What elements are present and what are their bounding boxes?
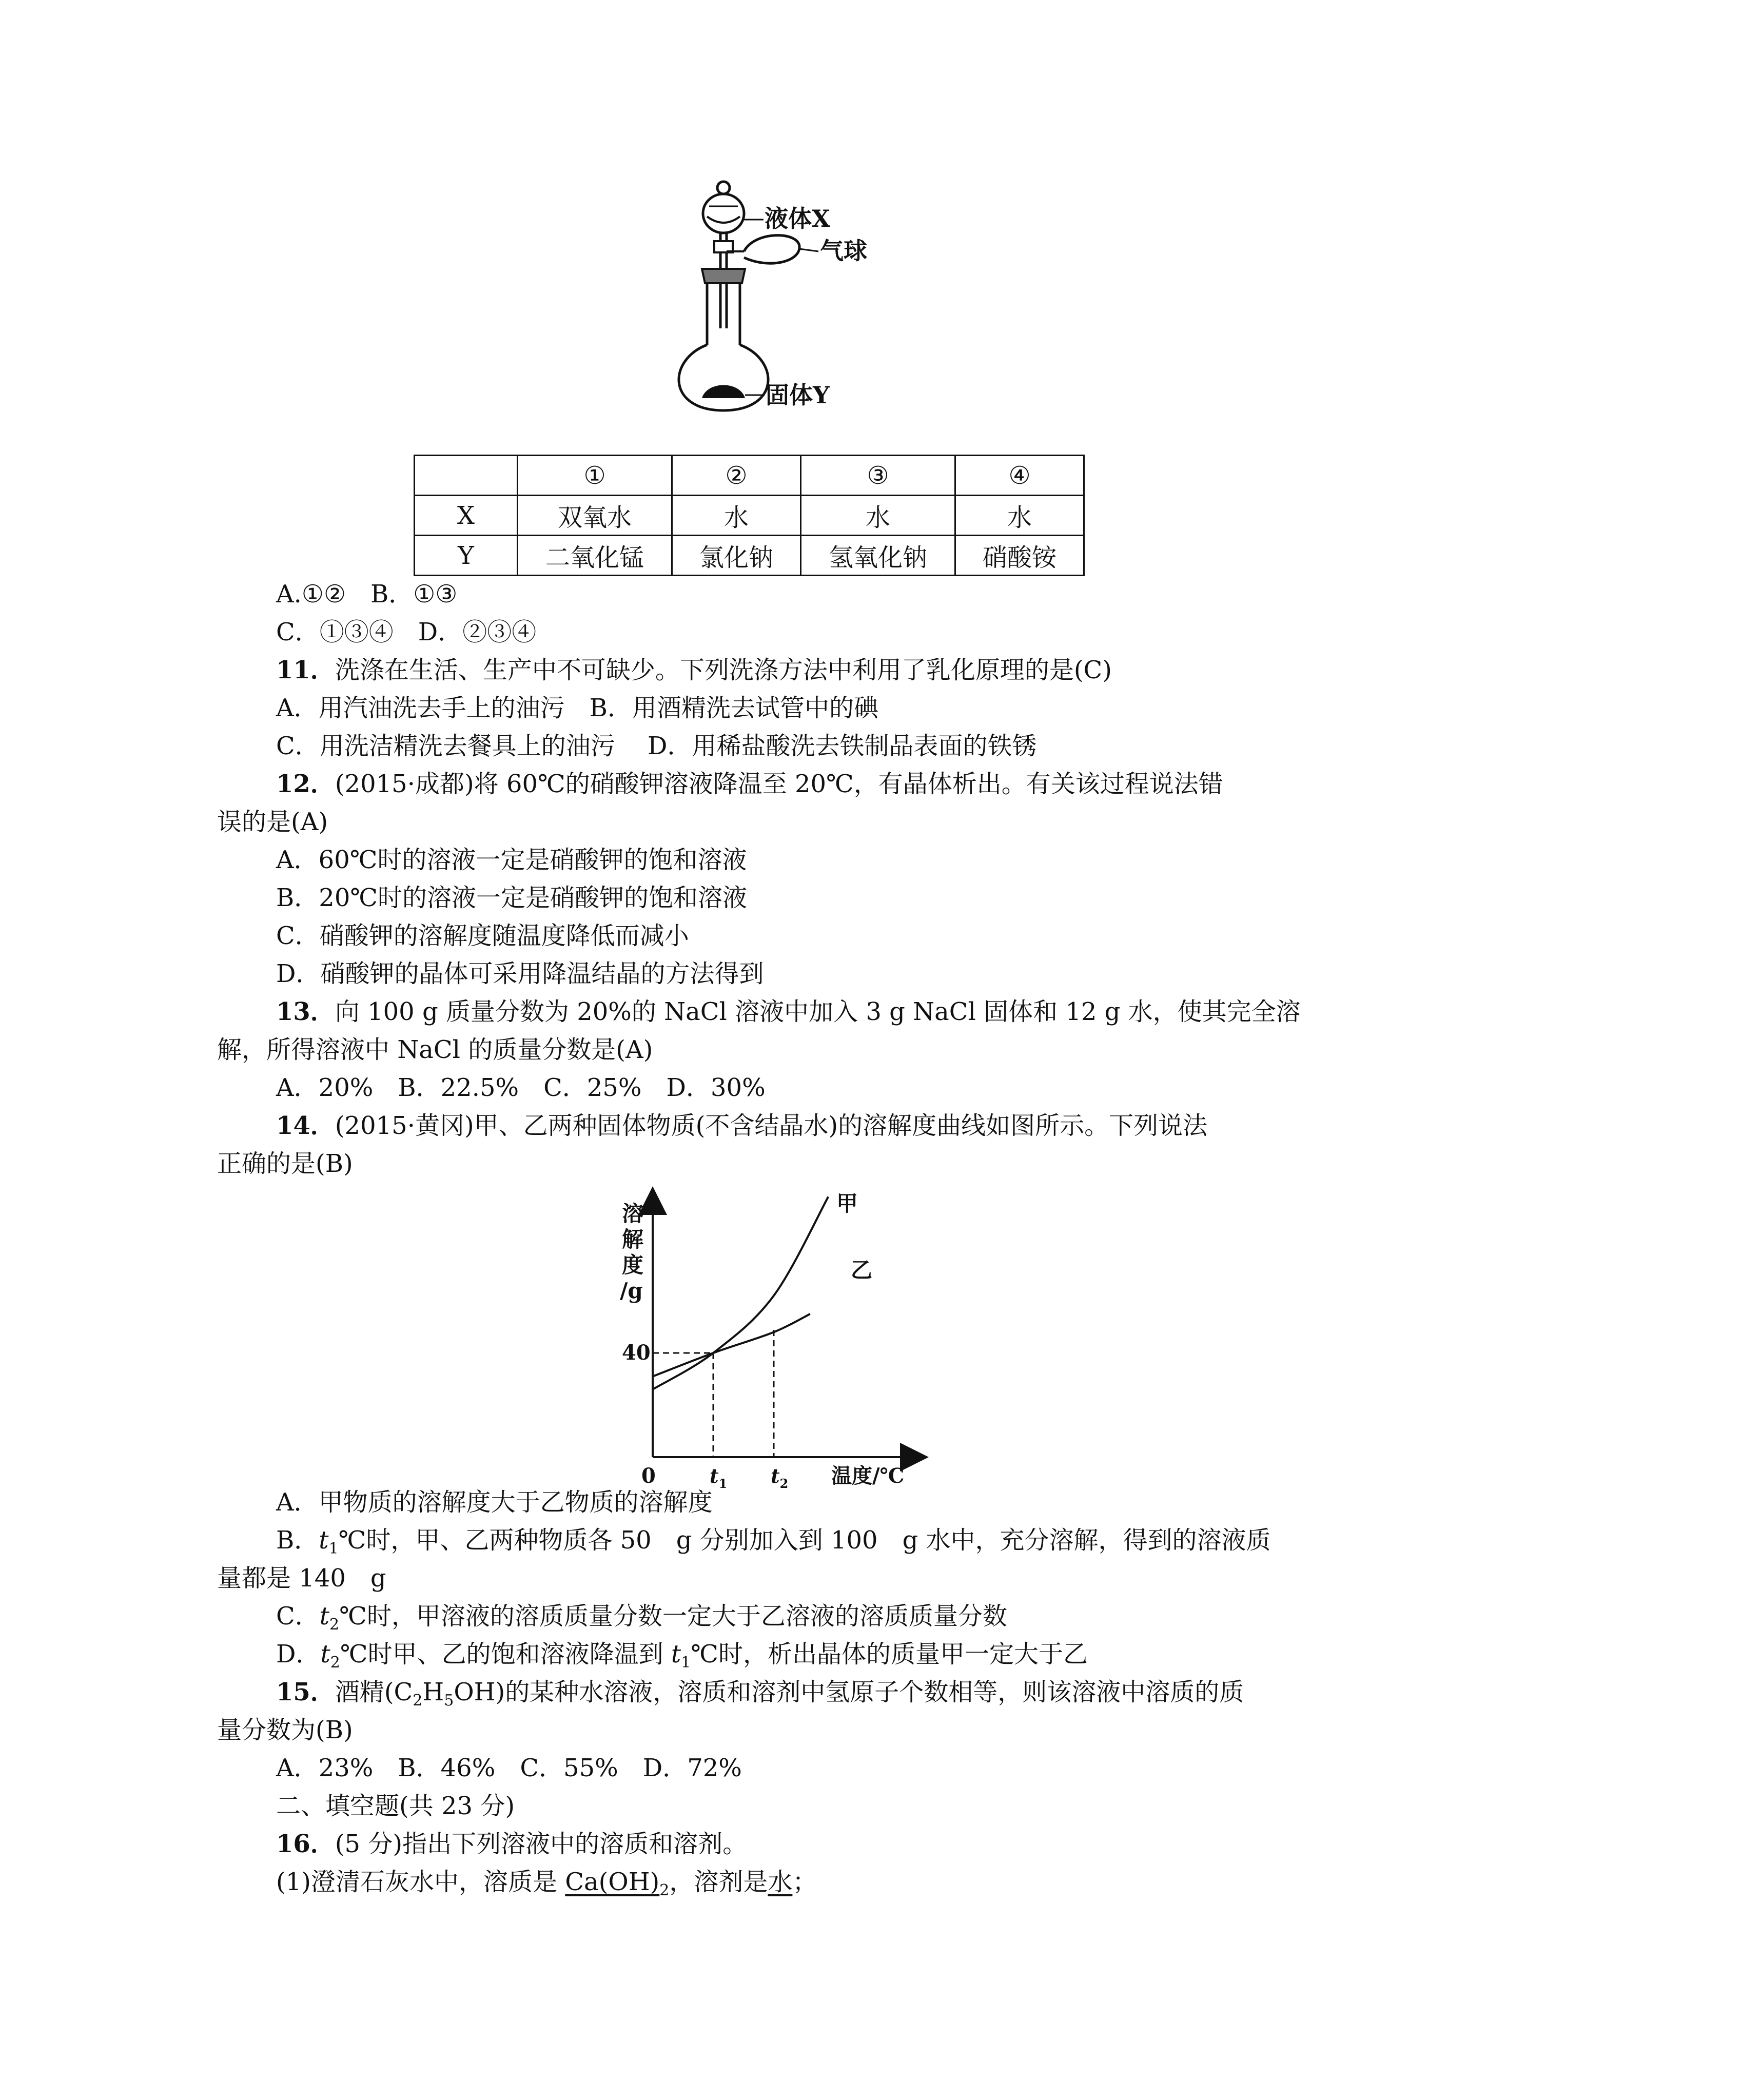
q11-stem <box>0 655 1761 685</box>
y-axis-label-4: /g <box>620 1278 643 1303</box>
question-text: H <box>422 1678 444 1706</box>
label-solid-y: 固体Y <box>766 381 830 409</box>
table-cell: 氯化钠 <box>672 536 801 576</box>
table-cell: 硝酸铵 <box>955 536 1084 576</box>
table-cell: ② <box>672 456 801 496</box>
option-text: ℃时，甲溶液的溶质质量分数一定大于乙溶液的溶质质量分数 <box>339 1602 1007 1631</box>
table-cell: 双氧水 <box>518 496 672 536</box>
x-tick-t2: $t_2$ <box>771 1464 789 1491</box>
question-number: 13． <box>276 997 335 1026</box>
table-row <box>415 496 1084 536</box>
temp-symbol: t <box>671 1640 681 1669</box>
table-cell: Y <box>415 536 518 576</box>
section-heading: 二、填空题(共 23 分) <box>276 1792 515 1820</box>
q10-options-1: A.①② B．①③ <box>276 580 458 609</box>
q15-stem <box>0 1677 1761 1716</box>
question-text: (2015·黄冈)甲、乙两种固体物质(不含结晶水)的溶解度曲线如图所示。下列说法 <box>335 1111 1208 1140</box>
q16-stem <box>0 1829 1761 1859</box>
q14-option-b-2: 量都是 140 g <box>217 1564 386 1593</box>
option-text: ℃时甲、乙的饱和溶液降温到 <box>340 1640 671 1669</box>
q13-stem <box>0 996 1761 1027</box>
q14-option-b <box>0 1525 1761 1564</box>
option-letter: D． <box>276 1640 321 1669</box>
question-text: (2015·成都)将 60℃的硝酸钾溶液降温至 20℃，有晶体析出。有关该过程说法错 <box>335 770 1223 798</box>
option-text: ℃时，析出晶体的质量甲一定大于乙 <box>691 1640 1088 1669</box>
table-cell: X <box>415 496 518 536</box>
y-tick-label: 40 <box>622 1341 651 1365</box>
answer-solvent: 水 <box>768 1868 793 1896</box>
question-text: OH)的某种水溶液，溶质和溶剂中氢原子个数相等，则该溶液中溶质的质 <box>454 1678 1244 1706</box>
origin-label: 0 <box>641 1464 656 1488</box>
question-text: 洗涤在生活、生产中不可缺少。下列洗涤方法中利用了乳化原理的是(C) <box>335 656 1112 684</box>
q13-options: A．20% B．22.5% C．25% D．30% <box>276 1073 766 1102</box>
q12-option-b: B．20℃时的溶液一定是硝酸钾的饱和溶液 <box>276 884 748 912</box>
q12-option-d: D．硝酸钾的晶体可采用降温结晶的方法得到 <box>276 959 764 988</box>
question-number: 16． <box>276 1830 335 1858</box>
q12-stem-2: 误的是(A) <box>217 808 328 836</box>
y-axis-label-2: 解 <box>622 1227 644 1252</box>
option-letter: B． <box>276 1526 319 1555</box>
question-text: 酒精(C <box>335 1678 413 1706</box>
question-number: 14． <box>276 1111 335 1140</box>
q11-options-1: A．用汽油洗去手上的油污 B．用酒精洗去试管中的碘 <box>276 694 878 722</box>
y-axis-label-3: 度 <box>622 1252 644 1278</box>
question-text: 向 100 g 质量分数为 20%的 NaCl 溶液中加入 3 g NaCl 固体和 12 g 水，使其完全溶 <box>335 997 1301 1026</box>
table-cell: ④ <box>955 456 1084 496</box>
option-text: ℃时，甲、乙两种物质各 50 g 分别加入到 100 g 水中，充分溶解，得到的溶液质 <box>338 1526 1271 1555</box>
q12-option-c: C．硝酸钾的溶解度随温度降低而减小 <box>276 921 689 950</box>
temp-subscript: 1 <box>681 1654 691 1672</box>
q11-options-2: C．用洗洁精洗去餐具上的油污 D．用稀盐酸洗去铁制品表面的铁锈 <box>276 732 1037 760</box>
option-letter: C． <box>276 1602 320 1631</box>
question-number: 11． <box>276 656 335 684</box>
q15-stem-2: 量分数为(B) <box>217 1716 353 1744</box>
table-cell: 水 <box>955 496 1084 536</box>
x-tick-t1: $t_1$ <box>710 1464 728 1491</box>
temp-subscript: 2 <box>330 1654 340 1672</box>
temp-symbol: t <box>319 1602 330 1631</box>
temp-subscript: 1 <box>328 1540 339 1558</box>
q14-option-d <box>0 1639 1761 1678</box>
x-axis-label: 温度/℃ <box>831 1464 905 1488</box>
formula-subscript: 5 <box>444 1692 454 1710</box>
temp-symbol: t <box>319 1526 329 1555</box>
solubility-chart <box>564 1185 954 1491</box>
series-yi-label: 乙 <box>851 1258 873 1283</box>
q14-stem-2: 正确的是(B) <box>217 1149 353 1178</box>
q13-stem-2: 解，所得溶液中 NaCl 的质量分数是(A) <box>217 1035 653 1064</box>
q14-option-a: A．甲物质的溶解度大于乙物质的溶解度 <box>276 1488 713 1517</box>
q12-option-a: A．60℃时的溶液一定是硝酸钾的饱和溶液 <box>276 846 747 874</box>
temp-subscript: 2 <box>329 1616 340 1634</box>
series-jia-label: 甲 <box>836 1191 858 1216</box>
table-row <box>415 536 1084 576</box>
y-axis-label-1: 溶 <box>622 1201 644 1226</box>
part-text: (1)澄清石灰水中，溶质是 <box>276 1868 565 1896</box>
q12-stem <box>0 769 1761 799</box>
table-cell: 二氧化锰 <box>518 536 672 576</box>
q14-stem <box>0 1110 1761 1141</box>
label-balloon: 气球 <box>820 237 867 265</box>
table-header-row <box>415 456 1084 496</box>
formula-subscript: 2 <box>413 1692 423 1710</box>
reagent-table <box>414 455 1085 576</box>
question-number: 12． <box>276 770 335 798</box>
question-number: 15． <box>276 1678 335 1706</box>
q16-part-1 <box>0 1867 1761 1906</box>
table-cell: 水 <box>672 496 801 536</box>
temp-symbol: t <box>320 1640 330 1669</box>
q14-option-c <box>0 1601 1761 1640</box>
q10-options-2: C．①③④ D．②③④ <box>276 618 537 646</box>
table-cell <box>415 456 518 496</box>
table-cell: 氢氧化钠 <box>801 536 955 576</box>
q15-options: A．23% B．46% C．55% D．72% <box>276 1754 742 1782</box>
series-jia-curve <box>653 1197 828 1390</box>
table-cell: ① <box>518 456 672 496</box>
label-liquid-x: 液体X <box>765 205 830 232</box>
table-cell: ③ <box>801 456 955 496</box>
answer-solute: $Ca(OH)_2$ <box>565 1868 670 1899</box>
series-yi-curve <box>653 1314 810 1377</box>
question-text: (5 分)指出下列溶液中的溶质和溶剂。 <box>335 1830 748 1858</box>
apparatus-figure <box>667 169 903 416</box>
part-text: ，溶剂是 <box>669 1868 768 1896</box>
table-cell: 水 <box>801 496 955 536</box>
part-text: ； <box>792 1868 817 1896</box>
